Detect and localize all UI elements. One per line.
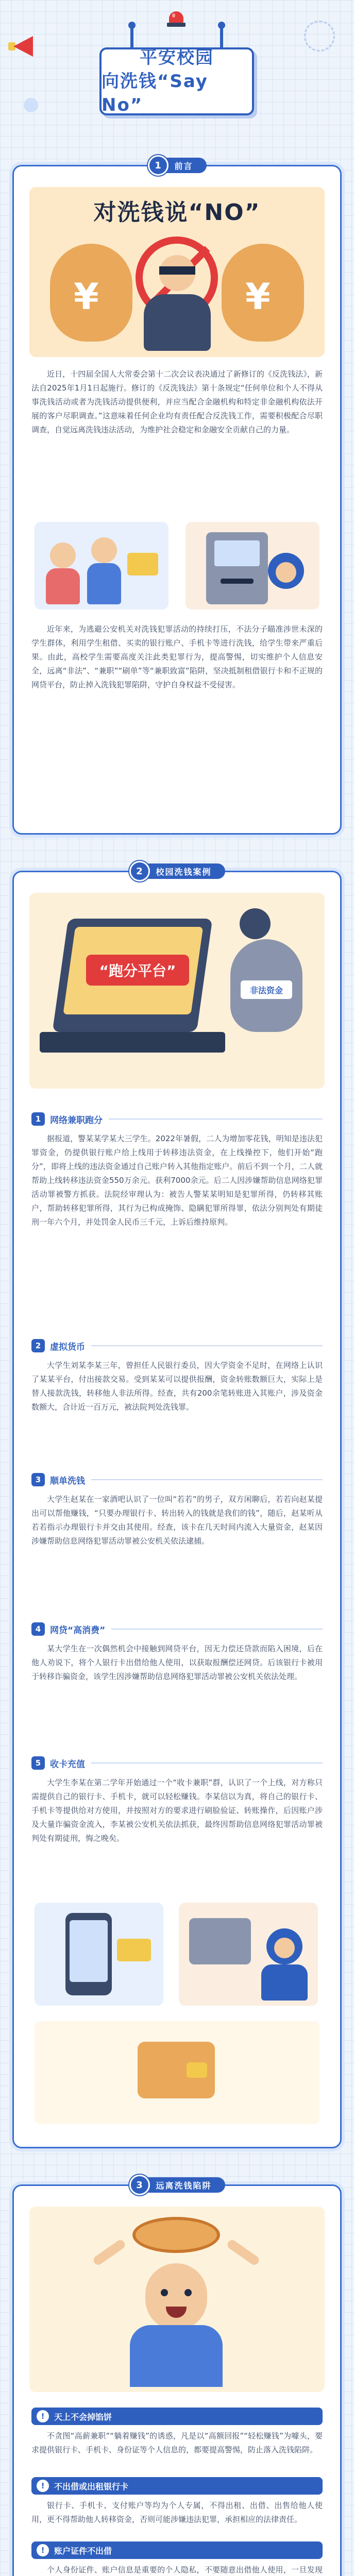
tip-title: 不出借或出租银行卡 [54, 2481, 129, 2492]
decor-dot [24, 98, 38, 112]
section-badge-cases: 2 校园洗钱案例 [129, 861, 225, 882]
laptop-base [40, 1032, 225, 1053]
case-block-5: 5 收卡充值 大学生李某在第二学年开始通过一个“收卡兼职”群，认识了一个上线，对方称只需提供自己的银行卡、手机卡，就可以轻松赚钱。李某信以为真，将自己的银行卡、手机卡等提供给对方使用，并按照对方的要求进行刷脸验证、转账操作，后因账户涉及大量诈骗资金流入，李某被公安机关依法抓获，最终因帮助信息网络犯罪活动罪被判处有期徒刑，悔之晚矣。 [14, 1743, 340, 1845]
tip-title: 天上不会掉馅饼 [54, 2412, 112, 2422]
page-title-line2: 向洗钱“Say No” [102, 71, 208, 115]
thief-face-icon [240, 908, 271, 939]
police-icon [266, 1928, 302, 1964]
students-illustration [35, 522, 168, 609]
case-title: 网贷“高消费” [50, 1625, 106, 1636]
intro-card [12, 160, 342, 835]
thief-body [144, 294, 211, 351]
police-icon [268, 553, 304, 589]
case-title: 收卡充值 [50, 1759, 85, 1770]
man-body [130, 2325, 223, 2387]
case-block-2: 2 虚拟货币 大学生刘某李某三年，曾担任人民银行委员，因大学资金不足时，在网络上认识了某某平台，付出接款交易。受到某某可以提供报酬，资金转账数额巨大，实际上是替人接款洗钱，转移他人非法所得。经查，共有200余笔转账进入其账户，涉及资金数额大，合计近一百万元，被法院判处洗钱罪。 [14, 1326, 340, 1414]
intro-text-2: 近年来，为逃避公安机关对洗钱犯罪活动的持续打压，不法分子瞄准涉世未深的学生群体，利用学生租借、买卖的银行账户、手机卡等进行洗钱，给学生带来严重后果。由此，高校学生需要高度关注此类犯罪行为，提高警惕，切实维护个人信息安全，远离“非法”、“兼职”“刷单”等“兼职致富”陷阱，坚决抵制租借银行卡和不正规的网贷平台，防止掉入洗钱犯罪陷阱，守护自身权益不受侵害。 [31, 624, 323, 689]
page-header [0, 0, 354, 155]
siren-icon [166, 9, 187, 27]
cases-card [12, 866, 342, 2148]
case-text: 大学生李某在第二学年开始通过一个“收卡兼职”群，认识了一个上线，对方称只需提供自己的银行卡、手机卡，就可以轻松赚钱。李某信以为真，将自己的银行卡、手机卡等提供给对方使用，并按照对方的要求进行刷脸验证、转账操作，后因账户涉及大量诈骗资金流入，李某被公安机关依法抓获，最终因帮助信息网络犯罪活动罪被判处有期徒刑，悔之晚矣。 [31, 1778, 323, 1843]
tip-text: 不贪图“高薪兼职”“躺着赚钱”的诱惑，凡是以“高额回报”“轻松赚钱”为噱头，要求提供银行卡、手机卡、身份证等个人信息的，都要提高警惕，防止落入洗钱陷阱。 [31, 2431, 323, 2454]
pie-illustration [29, 2207, 325, 2392]
money-bag-icon: ¥ [222, 244, 304, 342]
megaphone-icon [7, 36, 36, 57]
wallet-illustration [35, 2021, 319, 2124]
title-sign [99, 47, 254, 115]
money-bag-icon: ¥ [50, 244, 132, 342]
thief-face-icon [159, 255, 195, 291]
atm-icon [206, 532, 268, 604]
case-text: 大学生刘某李某三年，曾担任人民银行委员，因大学资金不足时，在网络上认识了某某平台，付出接款交易。受到某某可以提供报酬，资金转账数额巨大，实际上是替人接款洗钱，转移他人非法所得。经查，共有200余笔转账进入其账户，涉及资金数额大，合计近一百万元，被法院判处洗钱罪。 [31, 1361, 323, 1412]
case-title: 顺单洗钱 [50, 1476, 85, 1486]
case-text: 据报道，警某某学某大三学生。2022年暑假，二人为增加零花钱，明知是违法犯罪资金，仍提供银行账户给上线用于转移违法资金，在上线操控下，他们开始“跑分”，即将上线的违法资金通过自己账户转入其他指定账户。前后不到一个月，二人就帮助上线转移违法资金550万余元。获利7000余元。后二人因涉嫌帮助信息网络犯罪活动罪被警方抓获。法院经审理认为：被告人警某某明知是犯罪所得，仍转移其账户，帮助转移犯罪所得，其行为已构成掩饰、隐瞒犯罪所得罪，依法分别判处有期徒刑一年六个月，并处罚金人民币三千元，上诉后维持原判。 [31, 1134, 323, 1227]
tip-block-1: ! 天上不会掉馅饼 不贪图“高薪兼职”“躺着赚钱”的诱惑，凡是以“高额回报”“轻松赚钱”为噱头，要求提供银行卡、手机卡、身份证等个人信息的，都要提高警惕，防止落入洗钱陷阱。 [14, 2397, 340, 2457]
atm-illustration [186, 522, 319, 609]
arrest-illustration [179, 1903, 318, 2006]
man-face-icon [145, 2263, 207, 2330]
money-bag-icon: 非法资金 [230, 939, 302, 1032]
cash-icon [127, 553, 158, 575]
section-badge-intro: 1 前言 [147, 155, 206, 176]
tip-block-2: ! 不出借或出租银行卡 银行卡、手机卡、支付账户等均为个人专属，不得出租、出借、出售给他人使用，更不得帮助他人转移资金，否则可能涉嫌违法犯罪，承担相应的法律责任。 [14, 2467, 340, 2527]
banner-title: 对洗钱说“NO” [93, 199, 261, 226]
case-title: 虚拟货币 [50, 1342, 85, 1352]
phone-illustration [35, 1903, 163, 2006]
case-block-3: 3 顺单洗钱 大学生赵某在一家酒吧认识了一位叫“若若”的男子，双方闲聊后，若若向赵某提出可以帮他赚钱，“只要办理银行卡、转出转入的钱就是我们的钱”，随后，赵某听从若若指示办理银行卡并交由其使用。经查，该卡在几天时间内流入大量资金，赵某因涉嫌帮助信息网络犯罪活动罪被公安机关依法逮捕。 [14, 1460, 340, 1548]
decor-circle [304, 21, 335, 52]
case-text: 某大学生在一次偶然机会中接触到网贷平台，因无力偿还贷款而陷入困境，后在他人劝说下，将个人银行卡出借给他人使用，以获取报酬偿还网贷。后该银行卡被用于转移诈骗资金，该学生因涉嫌帮助信息网络犯罪活动罪被公安机关依法处理。 [31, 1644, 323, 1681]
case-text: 大学生赵某在一家酒吧认识了一位叫“若若”的男子，双方闲聊后，若若向赵某提出可以帮他赚钱，“只要办理银行卡、转出转入的钱就是我们的钱”，随后，赵某听从若若指示办理银行卡并交由其使用。经查，该卡在几天时间内流入大量资金，赵某因涉嫌帮助信息网络犯罪活动罪被公安机关依法逮捕。 [31, 1495, 323, 1546]
case-block-1: 1 网络兼职跑分 据报道，警某某学某大三学生。2022年暑假，二人为增加零花钱，明知是违法犯罪资金，仍提供银行账户给上线用于转移违法资金，在上线操控下，他们开始“跑分”，即将上线的违法资金通过自己账户转入其他指定账户。前后不到一个月，二人就帮助上线转移违法资金550万余元。获利7000余元。后二人因涉嫌帮助信息网络犯罪活动罪被警方抓获。法院经审理认为：被告人警某某明知是犯罪所得，仍转移其账户，帮助转移犯罪所得，其行为已构成掩饰、隐瞒犯罪所得罪，依法分别判处有期徒刑一年六个月，并处罚金人民币三千元，上诉后维持原判。 [14, 1099, 340, 1229]
tip-text: 银行卡、手机卡、支付账户等均为个人专属，不得出租、出借、出售给他人使用，更不得帮助他人转移资金，否则可能涉嫌违法犯罪，承担相应的法律责任。 [31, 2501, 323, 2524]
intro-illustration [29, 187, 325, 357]
section-badge-tips: 3 远离洗钱陷阱 [129, 2175, 225, 2195]
platform-sign: “跑分平台” [86, 955, 189, 986]
phone-icon [65, 1913, 112, 1995]
platform-illustration [29, 893, 325, 1089]
intro-text-1: 近日，十四届全国人大常委会第十二次会议表决通过了新修订的《反洗钱法》，新法自2025年1月1日起施行。修订的《反洗钱法》第十条规定“任何单位和个人不得从事洗钱活动或者为洗钱活动提供便利，并应当配合金融机构和特定非金融机构依法开展的客户尽职调查。”这意味着任何企业均有责任配合反洗钱工作，需要积极配合尽职调查，自觉远离洗钱违法活动，为维护社会稳定和金融安全贡献自己的力量。 [31, 369, 323, 434]
wallet-icon [138, 2042, 215, 2098]
page-title-line1: 平安校园 [140, 47, 214, 68]
case-block-4: 4 网贷“高消费” 某大学生在一次偶然机会中接触到网贷平台，因无力偿还贷款而陷入困境，后在他人劝说下，将个人银行卡出借给他人使用，以获取报酬偿还网贷。后该银行卡被用于转移诈骗资金，该学生因涉嫌帮助信息网络犯罪活动罪被公安机关依法处理。 [14, 1609, 340, 1684]
tip-text: 个人身份证件、账户信息是重要的个人隐私，不要随意出借他人使用，一旦发现 [47, 2565, 323, 2574]
tip-block-3: ! 账户证件不出借 个人身份证件、账户信息是重要的个人隐私，不要随意出借他人使用，一旦发现 [14, 2531, 340, 2576]
pie-icon [132, 2217, 220, 2253]
case-title: 网络兼职跑分 [50, 1115, 103, 1126]
tips-card [12, 2179, 342, 2576]
cash-icon [117, 1939, 151, 1961]
building-icon [189, 1918, 251, 1964]
tip-title: 账户证件不出借 [54, 2546, 112, 2556]
